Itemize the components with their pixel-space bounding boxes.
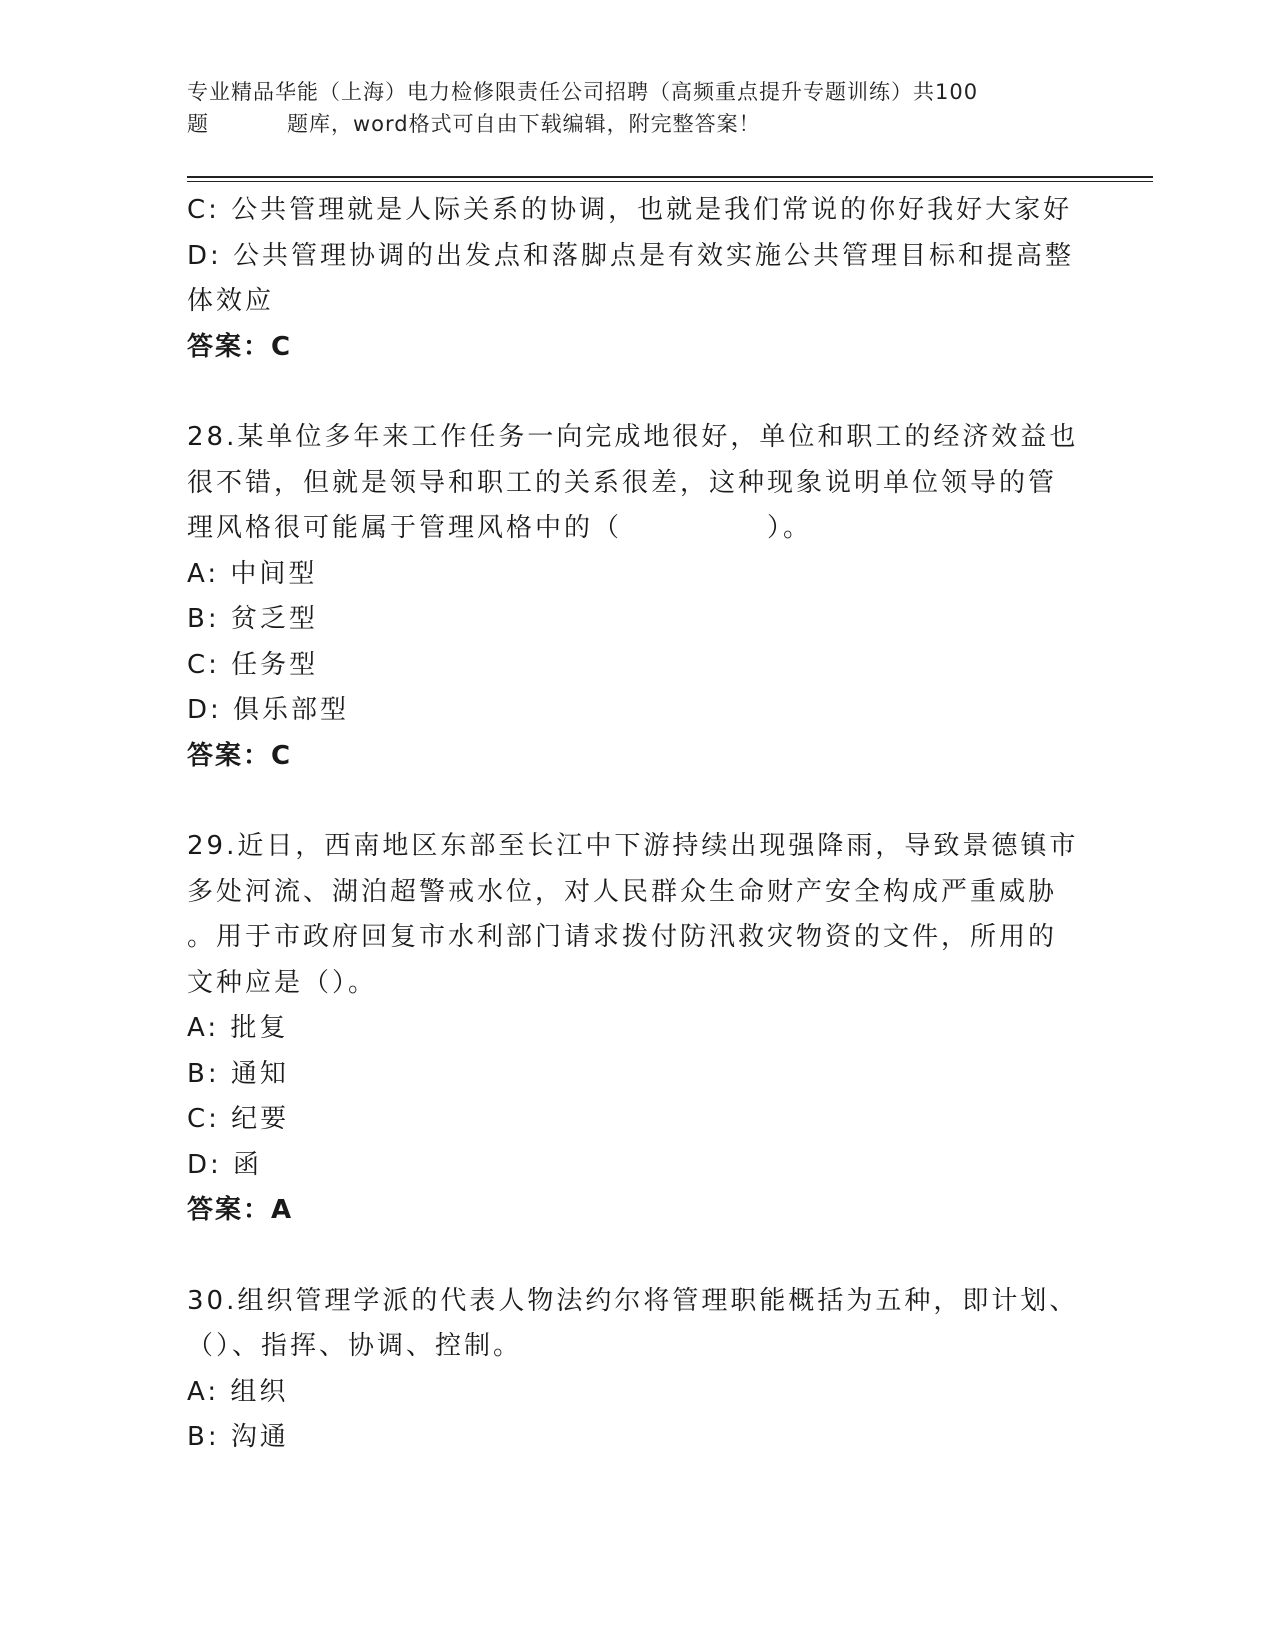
question-text-line3: 理风格很可能属于管理风格中的（ ）。 bbox=[187, 513, 813, 543]
header-rule-thin bbox=[187, 181, 1153, 182]
spacer bbox=[187, 779, 1087, 824]
header-title-line2-rest: 题库，word格式可自由下载编辑，附完整答案！ bbox=[287, 112, 761, 136]
answer: 答案：C bbox=[187, 740, 293, 771]
option-b: B: 贫乏型 bbox=[187, 604, 318, 634]
option-d-line1: D: 公共管理协调的出发点和落脚点是有效实施公共管理目标和提高整 bbox=[187, 240, 1075, 271]
option-d: D: 俱乐部型 bbox=[187, 695, 350, 725]
question-text-line1: 30.组织管理学派的代表人物法约尔将管理职能概括为五种，即计划、 bbox=[187, 1285, 1079, 1316]
option-a: A: 组织 bbox=[187, 1376, 289, 1407]
question-29 bbox=[187, 824, 1087, 1234]
question-28 bbox=[187, 415, 1087, 779]
question-text-line4: 文种应是（）。 bbox=[187, 967, 378, 998]
question-text-line3: 。用于市政府回复市水利部门请求拨付防汛救灾物资的文件，所用的 bbox=[187, 922, 1058, 952]
question-27-tail bbox=[187, 188, 1087, 370]
spacer bbox=[187, 370, 1087, 415]
option-c: C: 任务型 bbox=[187, 649, 319, 680]
spacer bbox=[187, 1234, 1087, 1279]
answer: 答案：A bbox=[187, 1195, 294, 1225]
header-title-line1: 专业精品华能（上海）电力检修限责任公司招聘（高频重点提升专题训练）共100 bbox=[187, 80, 979, 104]
question-text-line2: 很不错，但就是领导和职工的关系很差，这种现象说明单位领导的管 bbox=[187, 467, 1058, 498]
question-text-line1: 28.某单位多年来工作任务一向完成地很好，单位和职工的经济效益也 bbox=[187, 422, 1079, 452]
page-header bbox=[187, 76, 1087, 140]
option-d: D: 函 bbox=[187, 1149, 263, 1180]
header-rule-thick bbox=[187, 176, 1153, 178]
question-text-line2: （）、指挥、协调、控制。 bbox=[187, 1331, 523, 1361]
option-a: A: 中间型 bbox=[187, 558, 318, 589]
option-d-line2: 体效应 bbox=[187, 286, 275, 316]
option-c: C: 纪要 bbox=[187, 1104, 290, 1134]
option-c: C: 公共管理就是人际关系的协调，也就是我们常说的你好我好大家好 bbox=[187, 195, 1073, 225]
answer: 答案：C bbox=[187, 331, 293, 362]
header-title-line2-start: 题 bbox=[187, 112, 209, 136]
header-title-line2 bbox=[187, 108, 1087, 140]
question-text-line1: 29.近日，西南地区东部至长江中下游持续出现强降雨，导致景德镇市 bbox=[187, 831, 1079, 861]
question-30 bbox=[187, 1279, 1087, 1461]
option-a: A: 批复 bbox=[187, 1013, 289, 1043]
option-b: B: 通知 bbox=[187, 1058, 289, 1089]
question-list bbox=[187, 188, 1087, 1461]
question-text-line2: 多处河流、湖泊超警戒水位，对人民群众生命财产安全构成严重威胁 bbox=[187, 876, 1058, 907]
option-b: B: 沟通 bbox=[187, 1422, 289, 1452]
